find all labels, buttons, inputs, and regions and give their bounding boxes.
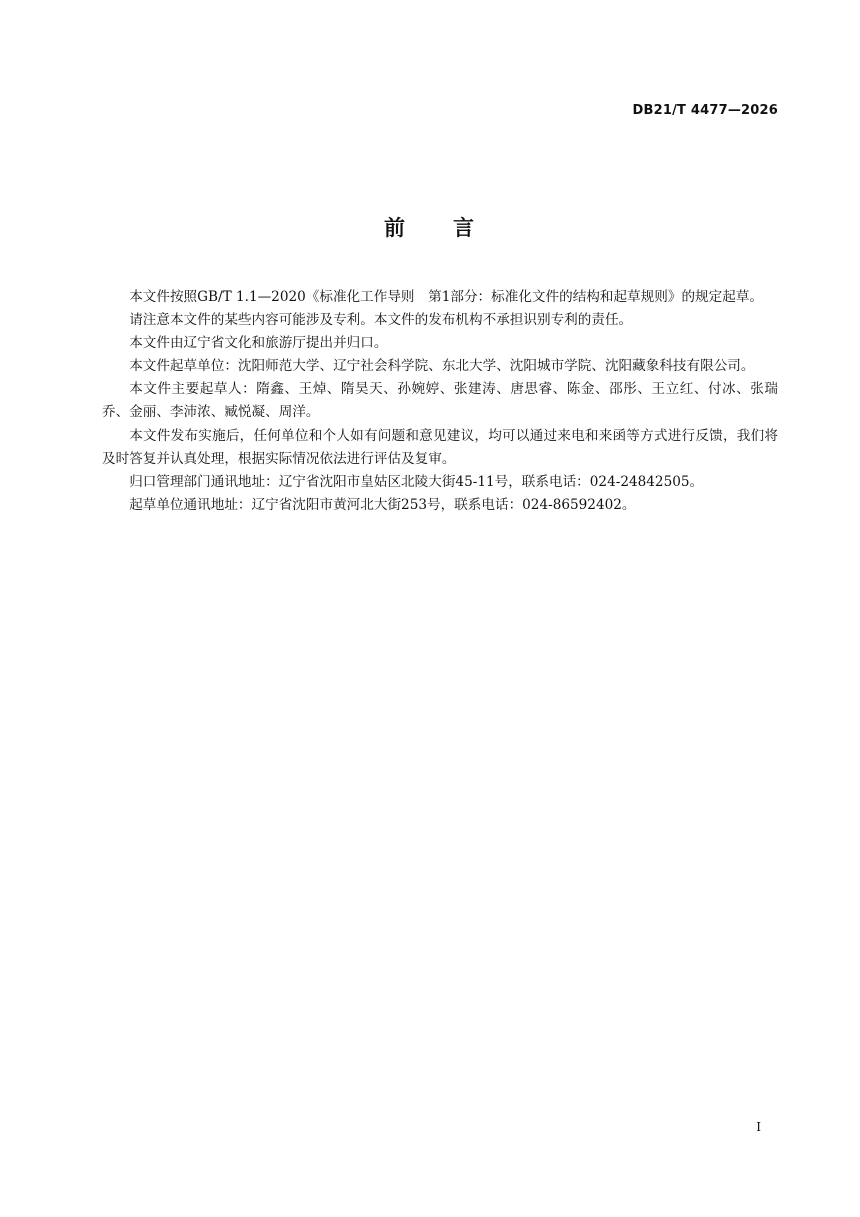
paragraph-proposer: 本文件由辽宁省文化和旅游厅提出并归口。	[129, 335, 388, 352]
page-title: 前 言	[384, 216, 476, 240]
paragraph-patent-notice: 请注意本文件的某些内容可能涉及专利。本文件的发布机构不承担识别专利的责任。	[129, 312, 633, 329]
paragraph-drafter-address: 起草单位通讯地址：辽宁省沈阳市黄河北大街253号，联系电话：024-86592402。	[129, 496, 636, 513]
paragraph-drafting-basis: 本文件按照GB/T 1.1—2020《标准化工作导则 第1部分：标准化文件的结构和起草规则》的规定起草。	[129, 289, 764, 305]
paragraph-admin-address: 归口管理部门通讯地址：辽宁省沈阳市皇姑区北陵大街45-11号，联系电话：024-24842505。	[129, 473, 704, 490]
paragraph-drafting-units: 本文件起草单位：沈阳师范大学、辽宁社会科学院、东北大学、沈阳城市学院、沈阳藏象科技有限公司。	[129, 358, 755, 375]
paragraph-feedback: 本文件发布实施后，任何单位和个人如有问题和意见建议，均可以通过来电和来函等方式进行反馈，我们将及时答复并认真处理，根据实际情况依法进行评估及复审。	[102, 427, 778, 467]
page-number: I	[756, 1120, 761, 1134]
standard-code: DB21/T 4477—2026	[632, 103, 778, 118]
foreword-body	[102, 286, 778, 517]
paragraph-drafters: 本文件主要起草人：隋鑫、王焯、隋昊天、孙婉婷、张建涛、唐思睿、陈金、邵彤、王立红、付冰、张瑞乔、金丽、李沛浓、臧悦凝、周洋。	[102, 381, 778, 421]
